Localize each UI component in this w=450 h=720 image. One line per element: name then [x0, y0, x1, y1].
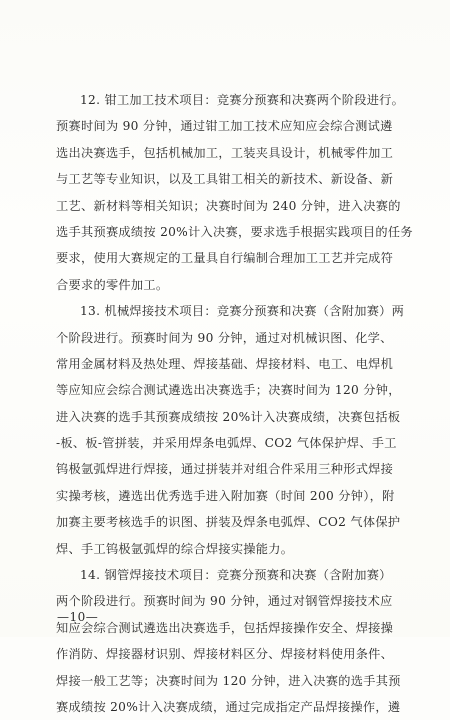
text-line: 等应知应会综合测试遴选出决赛选手；决赛时间为 120 分钟， [56, 383, 401, 398]
text-line: 合要求的零件加工。 [56, 277, 169, 292]
text-line: -板、板-管拼装，并采用焊条电弧焊、CO2 气体保护焊、手工 [56, 436, 397, 451]
text-line: 赛成绩按 20%计入决赛成绩，通过完成指定产品焊接操作，遴 [56, 699, 401, 714]
text-line: 钨极氩弧焊进行焊接，通过拼装并对组合件采用三种形式焊接 [56, 462, 394, 477]
text-line: 实操考核，遴选出优秀选手进入附加赛（时间 200 分钟），附 [56, 488, 395, 503]
text-line: 选出决赛选手，包括机械加工，工装夹具设计，机械零件加工 [56, 145, 394, 160]
text-line: 选手其预赛成绩按 20%计入决赛，要求选手根据实践项目的任务 [56, 224, 413, 239]
text-line: 与工艺等专业知识，以及工具钳工相关的新技术、新设备、新 [56, 172, 394, 187]
text-line: 进入决赛的选手其预赛成绩按 20%计入决赛成绩，决赛包括板 [56, 409, 401, 424]
item-12-heading-line: 12. 钳工加工技术项目：竞赛分预赛和决赛两个阶段进行。 [80, 93, 405, 107]
text-line: 工艺、新材料等相关知识；决赛时间为 240 分钟，进入决赛的 [56, 198, 401, 213]
text-line: 知应会综合测试遴选出决赛选手，包括焊接操作安全、焊接操 [56, 620, 394, 635]
text-line: 个阶段进行。预赛时间为 90 分钟，通过对机械识图、化学、 [56, 330, 393, 345]
text-line: 加赛主要考核选手的识图、拼装及焊条电弧焊、CO2 气体保护 [56, 515, 401, 530]
text-line: 焊接一般工艺等；决赛时间为 120 分钟，进入决赛的选手其预 [56, 673, 401, 688]
page-number: —10— [57, 610, 99, 624]
text-line: 要求，使用大赛规定的工量具自行编制合理加工工艺并完成符 [56, 251, 394, 266]
text-line: 常用金属材料及热处理、焊接基础、焊接材料、电工、电焊机 [56, 356, 394, 371]
text-line: 预赛时间为 90 分钟，通过钳工加工技术应知应会综合测试遴 [56, 119, 393, 134]
text-line: 作消防、焊接器材识别、焊接材料区分、焊接材料使用条件、 [56, 647, 394, 662]
text-line: 两个阶段进行。预赛时间为 90 分钟，通过对钢管焊接技术应 [56, 594, 393, 609]
text-line: 焊、手工钨极氩弧焊的综合焊接实操能力。 [56, 541, 294, 556]
item-13-heading-line: 13. 机械焊接技术项目：竞赛分预赛和决赛（含附加赛）两 [80, 304, 405, 319]
document-body [56, 87, 413, 720]
item-14-heading-line: 14. 钢管焊接技术项目：竞赛分预赛和决赛（含附加赛） [80, 568, 392, 583]
